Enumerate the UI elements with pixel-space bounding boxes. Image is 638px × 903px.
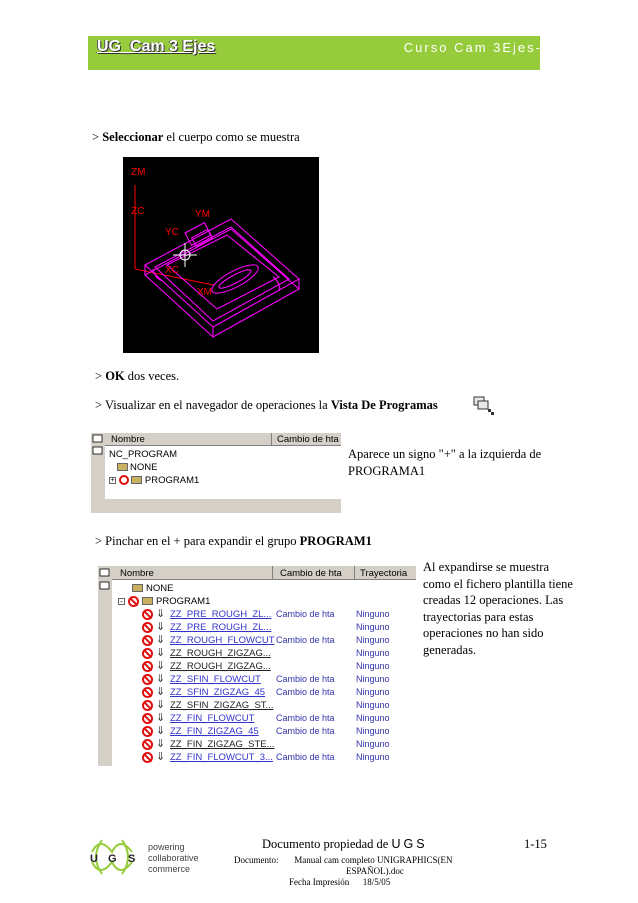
- no-entry-icon: [142, 674, 153, 685]
- axis-label-yc: YC: [165, 227, 179, 238]
- axis-label-ym: YM: [195, 209, 210, 220]
- column-nombre[interactable]: Nombre: [111, 434, 145, 445]
- folder-icon: [142, 597, 153, 605]
- axis-label-xc: XC: [165, 265, 179, 276]
- operation-row[interactable]: ⇓ ZZ_FIN_ZIGZAG_STE... Ninguno: [98, 738, 416, 751]
- no-entry-icon: [142, 739, 153, 750]
- operation-row[interactable]: ⇓ ZZ_PRE_ROUGH_ZL... Ninguno: [98, 621, 416, 634]
- column-cambio-hta[interactable]: Cambio de hta: [280, 568, 342, 579]
- step-select-body: > Seleccionar el cuerpo como se muestra: [92, 130, 300, 144]
- operation-icon: ⇓: [156, 738, 166, 750]
- no-entry-icon: [119, 475, 129, 485]
- tree1-header: [105, 433, 341, 446]
- no-entry-icon: [142, 648, 153, 659]
- operation-icon: ⇓: [156, 621, 166, 633]
- operation-row[interactable]: ⇓ ZZ_PRE_ROUGH_ZL... Cambio de hta Ninguno: [98, 608, 416, 621]
- operation-row[interactable]: ⇓ ZZ_FIN_FLOWCUT_3... Cambio de hta Ninguno: [98, 751, 416, 764]
- tree-row-none[interactable]: NONE: [117, 462, 157, 474]
- header-title-left: UG_Cam 3 Ejes: [97, 38, 216, 55]
- no-entry-icon: [142, 752, 153, 763]
- operation-row[interactable]: ⇓ ZZ_SFIN_ZIGZAG_ST... Ninguno: [98, 699, 416, 712]
- operation-icon: ⇓: [156, 725, 166, 737]
- axis-label-zc: ZC: [131, 206, 145, 217]
- cad-viewport[interactable]: [123, 157, 319, 353]
- no-entry-icon: [142, 661, 153, 672]
- axis-label-xm: XM: [197, 287, 212, 298]
- svg-text:S: S: [128, 853, 136, 865]
- column-nombre[interactable]: Nombre: [120, 568, 154, 579]
- no-entry-icon: [142, 622, 153, 633]
- expand-plus-icon[interactable]: +: [110, 476, 115, 484]
- operation-icon: ⇓: [156, 634, 166, 646]
- column-trayectoria[interactable]: Trayectoria: [360, 568, 408, 579]
- operation-icon: ⇓: [156, 647, 166, 659]
- ugs-logo: [88, 832, 146, 887]
- operation-icon: ⇓: [156, 608, 166, 620]
- folder-icon: [132, 584, 143, 592]
- operation-row[interactable]: ⇓ ZZ_ROUGH_ZIGZAG... Ninguno: [98, 660, 416, 673]
- operation-row[interactable]: ⇓ ZZ_FIN_ZIGZAG_45 Cambio de hta Ninguno: [98, 725, 416, 738]
- operation-icon: ⇓: [156, 751, 166, 763]
- tree-row-nc-program[interactable]: NC_PROGRAM: [109, 449, 178, 460]
- operation-icon: ⇓: [156, 712, 166, 724]
- column-cambio-hta[interactable]: Cambio de hta: [277, 434, 339, 445]
- svg-text:U: U: [90, 853, 98, 865]
- operation-icon: ⇓: [156, 699, 166, 711]
- svg-text:G: G: [108, 853, 117, 865]
- tree-row-none[interactable]: NONE: [98, 582, 416, 595]
- step-ok-twice: > OK dos veces.: [95, 369, 180, 383]
- footer-document: Documento: Manual cam completo UNIGRAPHICS(EN: [234, 855, 453, 865]
- folder-icon: [131, 476, 142, 484]
- folder-icon: [117, 463, 128, 471]
- operation-icon: ⇓: [156, 660, 166, 672]
- note-plus-sign: Aparece un signo "+" a la izquierda de PROGRAMA1: [348, 447, 542, 478]
- header-title-right: Curso Cam 3Ejes-: [403, 40, 542, 55]
- operation-navigator-collapsed[interactable]: [91, 433, 341, 513]
- program-view-icon[interactable]: [473, 396, 495, 416]
- step-program-view: > Visualizar en el navegador de operaciones la Vista De Programas: [95, 398, 438, 412]
- no-entry-icon: [142, 635, 153, 646]
- operation-icon: ⇓: [156, 686, 166, 698]
- no-entry-icon: [142, 713, 153, 724]
- operation-navigator-expanded[interactable]: [98, 566, 416, 766]
- logo-tagline: powering collaborative commerce: [148, 842, 199, 874]
- step-expand-program: > Pinchar en el + para expandir el grupo PROGRAM1: [95, 534, 372, 548]
- no-entry-icon: [142, 726, 153, 737]
- tree2-header: [112, 566, 416, 580]
- navigator-side-strip: [91, 433, 105, 513]
- page-number: 1-15: [524, 837, 547, 851]
- part-drawing: [123, 157, 319, 353]
- note-operations-created: Al expandirse se muestra como el fichero plantilla tiene creadas 12 operaciones. Las trayectorias para estas operaciones no han sido generadas.: [423, 560, 573, 657]
- tree-row-program1[interactable]: - PROGRAM1: [98, 595, 416, 608]
- axis-label-zm: ZM: [131, 167, 146, 178]
- no-entry-icon: [142, 609, 153, 620]
- tree-row-program1[interactable]: + PROGRAM1: [110, 475, 200, 486]
- collapse-minus-icon[interactable]: -: [118, 598, 125, 605]
- tree1-footer: [105, 499, 341, 513]
- operation-row[interactable]: ⇓ ZZ_SFIN_ZIGZAG_45 Cambio de hta Ninguno: [98, 686, 416, 699]
- operation-row[interactable]: ⇓ ZZ_ROUGH_FLOWCUT Cambio de hta Ninguno: [98, 634, 416, 647]
- footer-title: Documento propiedad de UGS: [262, 837, 428, 851]
- operation-row[interactable]: ⇓ ZZ_ROUGH_ZIGZAG... Ninguno: [98, 647, 416, 660]
- operation-row[interactable]: ⇓ ZZ_SFIN_FLOWCUT Cambio de hta Ninguno: [98, 673, 416, 686]
- no-entry-icon: [142, 687, 153, 698]
- no-entry-icon: [128, 596, 139, 607]
- footer-document-cont: ESPAÑOL).doc: [346, 866, 404, 876]
- operation-row[interactable]: ⇓ ZZ_FIN_FLOWCUT Cambio de hta Ninguno: [98, 712, 416, 725]
- footer-date: Fecha Impresión 18/5/05: [289, 877, 391, 887]
- operation-icon: ⇓: [156, 673, 166, 685]
- no-entry-icon: [142, 700, 153, 711]
